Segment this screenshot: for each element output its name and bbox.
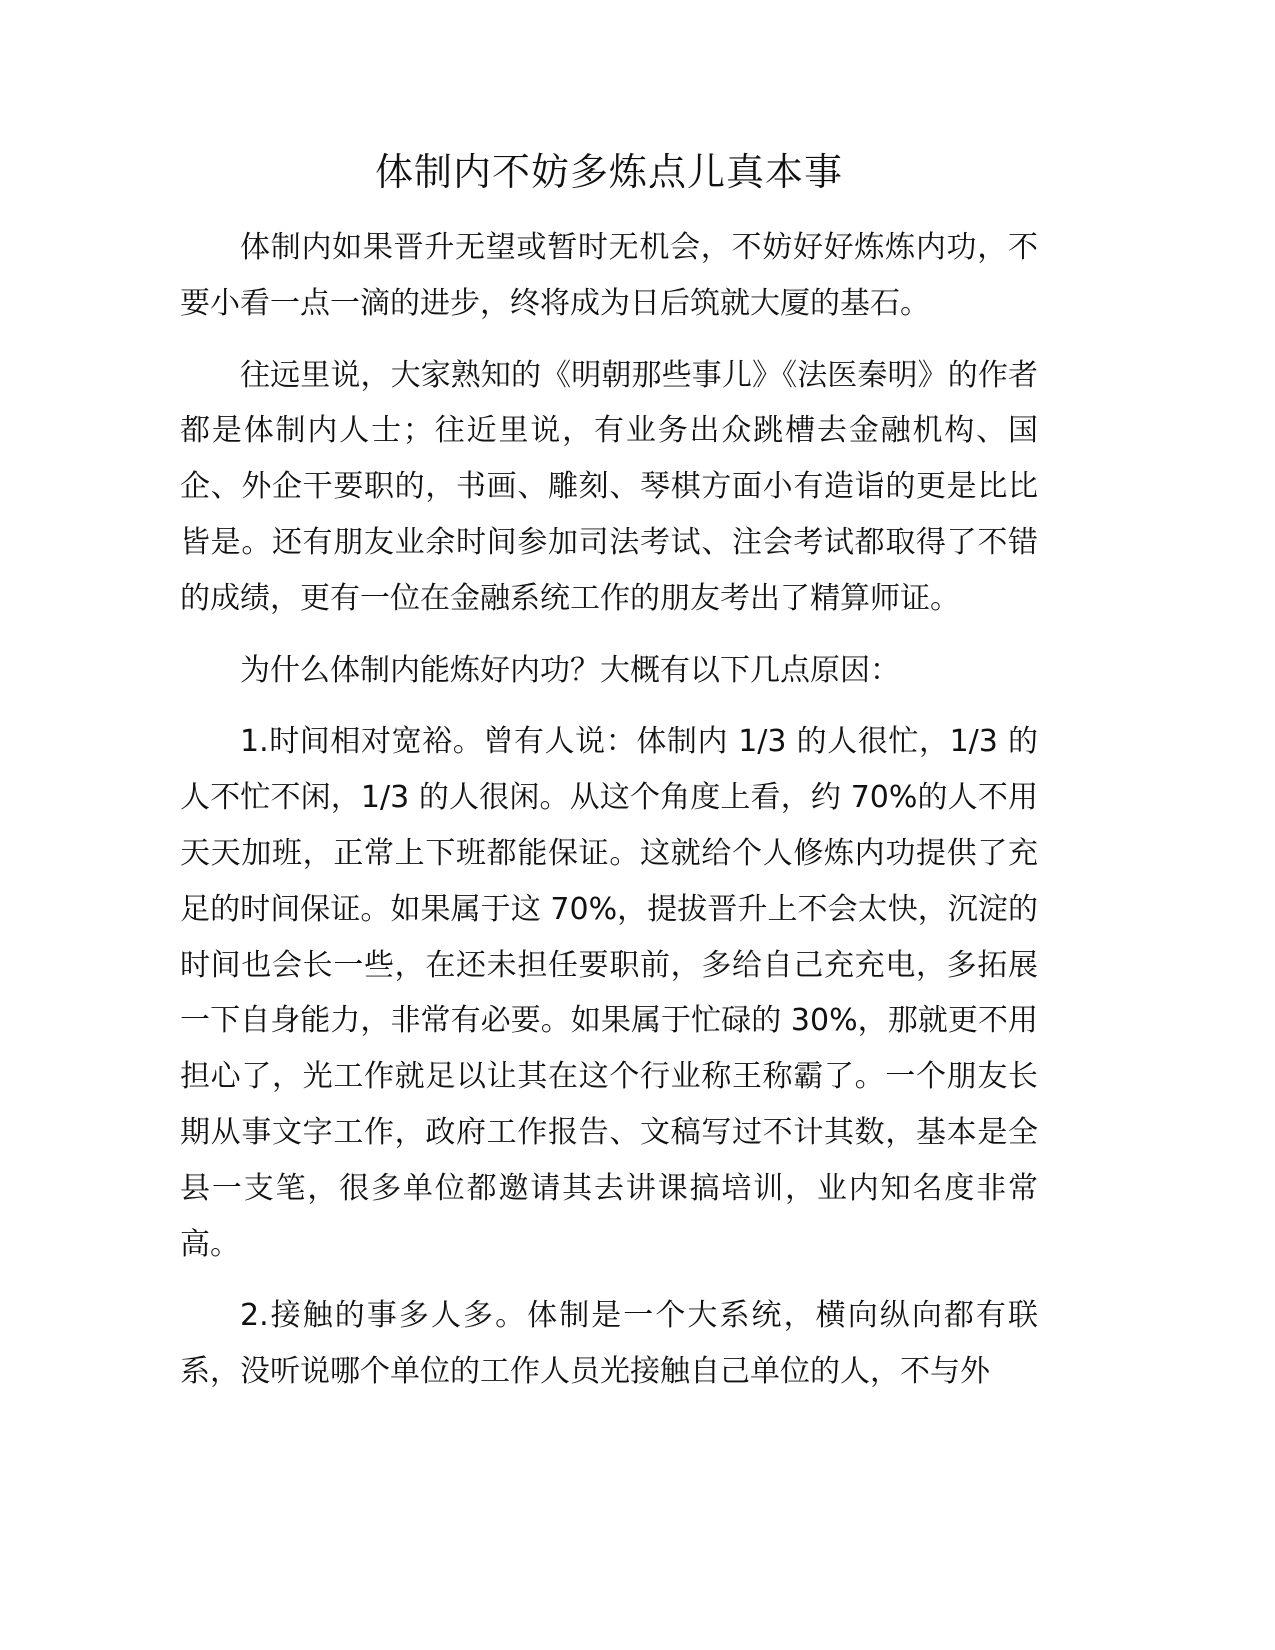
paragraph-intro: 体制内如果晋升无望或暂时无机会，不妨好好炼炼内功，不要小看一点一滴的进步，终将成为日后筑就大厦的基石。	[180, 230, 1038, 321]
paragraph-question: 为什么体制内能炼好内功？大概有以下几点原因：	[240, 652, 900, 688]
document-page	[180, 142, 1038, 1416]
paragraph-examples: 往远里说，大家熟知的《明朝那些事儿》《法医秦明》的作者都是体制内人士；往近里说，有业务出众跳槽去金融机构、国企、外企干要职的，书画、雕刻、琴棋方面小有造诣的更是比比皆是。还有朋友业余时间参加司法考试、注会考试都取得了不错的成绩，更有一位在金融系统工作的朋友考出了精算师证。	[180, 357, 1038, 616]
document-title: 体制内不妨多炼点儿真本事	[374, 150, 843, 194]
paragraph-reason-1: 1.时间相对宽裕。曾有人说：体制内 1/3 的人很忙，1/3 的人不忙不闲，1/3 的人很闲。从这个角度上看，约 70%的人不用天天加班，正常上下班都能保证。这就给个人修炼内功提供了充足的时间保证。如果属于这 70%，提拔晋升上不会太快，沉淀的时间也会长一些，在还未担任要职前，多给自己充充电，多拓展一下自身能力，非常有必要。如果属于忙碌的 30%，那就更不用担心了，光工作就足以让其在这个行业称王称霸了。一个朋友长期从事文字工作，政府工作报告、文稿写过不计其数，基本是全县一支笔，很多单位都邀请其去讲课搞培训，业内知名度非常高。	[180, 724, 1038, 1262]
paragraph-reason-2: 2.接触的事多人多。体制是一个大系统，横向纵向都有联系，没听说哪个单位的工作人员光接触自己单位的人，不与外	[180, 1298, 1038, 1390]
